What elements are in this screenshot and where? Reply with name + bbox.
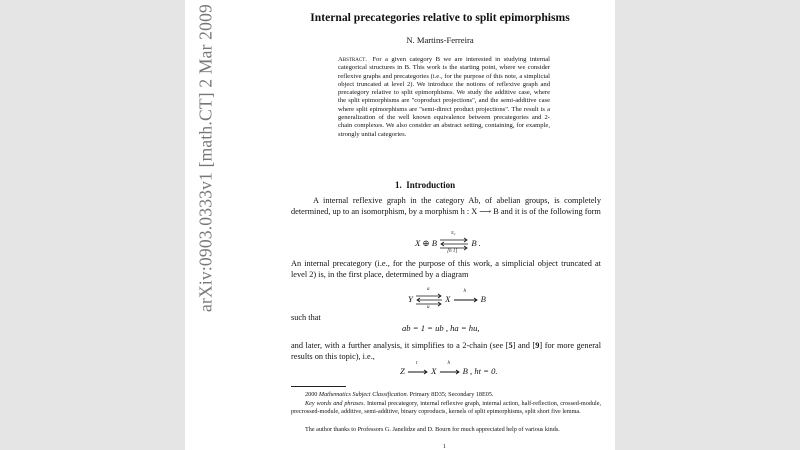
eq1-top-label: π₂: [451, 231, 456, 236]
page-number: 1: [443, 444, 446, 450]
eq2-h-label: h: [463, 289, 466, 294]
paragraph-3: such that: [291, 313, 321, 322]
paragraph-2: An internal precategory (i.e., for the purpose of this work, a simplicial object truncated at level 2) is, in the first place, determined by a diagram: [291, 259, 601, 280]
abstract: [338, 56, 550, 139]
p4-text-c: ] for more general results on this topic), i.e.,: [291, 341, 602, 362]
eq2-bottom-label: u: [426, 305, 430, 310]
abstract-text: For a given category B we are interested in studying internal categorical structures in B. This work is the starting point, where we consider reflexive graphs and precategories (i.e., for the purpose of this note, a simplicial object truncated at level 2). We introduce the notions of reflexive graph and precategory relative to split epimorphisms. We study the additive case, where the split epimorphisms are "coproduct projections", and the semi-additive case where split epimorphisms are "semi-direct product projections". The result is a generalization of the well known equivalence between precategories and 2-chain complexes. We also consider an abstract setting, containing, for example, strongly unital categories.: [338, 56, 550, 138]
eq2-h-arrow-svg: [453, 294, 479, 306]
eq2-mid: X: [445, 293, 451, 304]
eq4-mid: X: [431, 366, 437, 376]
paper-title: Internal precategories relative to split epimorphisms: [310, 11, 570, 24]
msc-text: Primary 8D35; Secondary 18E05.: [409, 391, 494, 398]
msc-label: 2000: [305, 391, 318, 398]
citation-5[interactable]: 5: [508, 341, 513, 350]
paragraph-1: A internal reflexive graph in the category Ab, of abelian groups, is completely determined, up to an isomorphism, by a morphism h : X ⟶ B and it is of the following form: [291, 196, 601, 217]
keywords-italic: Key words and phrases.: [305, 400, 366, 407]
equation-3: ab = 1 = ub , ha = hu,: [402, 323, 480, 333]
eq4-h-arrow-svg: [439, 366, 461, 378]
eq4-h-label: h: [447, 361, 450, 367]
paragraph-4: [291, 340, 601, 362]
eq4-t-arrow: [407, 361, 429, 378]
equation-1: [415, 233, 481, 255]
eq1-bottom-label: [h 1]: [447, 249, 458, 254]
eq4-t-arrow-svg: [407, 366, 429, 378]
section-title: Introduction: [406, 180, 456, 190]
p4-text-a: and later, with a further analysis, it simplifies to a 2-chain (see [: [291, 341, 509, 350]
section-heading: [395, 180, 525, 190]
eq2-top-label: a: [426, 287, 430, 292]
eq1-left: X ⊕ B: [415, 237, 437, 248]
eq2-triple-arrows: [415, 289, 443, 311]
arxiv-stamp: [193, 4, 219, 312]
eq1-arrows: [439, 233, 469, 255]
eq2-h-arrow: [453, 289, 479, 306]
citation-9[interactable]: 9: [535, 341, 540, 350]
footnote-rule: [291, 386, 346, 387]
eq4-t-label: t: [415, 361, 418, 367]
p4-text-b: ] and [: [512, 341, 536, 350]
abstract-label: Abstract.: [338, 56, 367, 63]
equation-4: [400, 361, 498, 378]
eq4-left: Z: [400, 366, 405, 376]
footnote-msc: [291, 391, 601, 399]
keywords-text: Internal precategory, internal reflexive graph, internal action, half-reflection, crossed-module, precrossed-module, additive, semi-additive, binary coproducts, kernels of split epimorphisms, split short five lemma.: [291, 400, 601, 415]
arxiv-stamp-text: arXiv:0903.0333v1 [math.CT] 2 Mar 2009: [195, 4, 216, 312]
eq4-h-arrow: [439, 361, 461, 378]
section-number: 1.: [395, 180, 402, 190]
paper-author: N. Martins-Ferreira: [406, 35, 474, 45]
eq1-right: B .: [471, 237, 481, 248]
footnote-keywords: [291, 400, 601, 416]
msc-italic: Mathematics Subject Classification.: [318, 391, 409, 398]
equation-2: [408, 289, 486, 311]
eq2-right: B: [480, 293, 486, 304]
eq2-left: Y: [408, 293, 413, 304]
footnote-thanks: The author thanks to Professors G. Janelidze and D. Bourn for much appreciated help of various kinds.: [305, 426, 560, 433]
eq4-right: B , ht = 0.: [462, 366, 498, 376]
